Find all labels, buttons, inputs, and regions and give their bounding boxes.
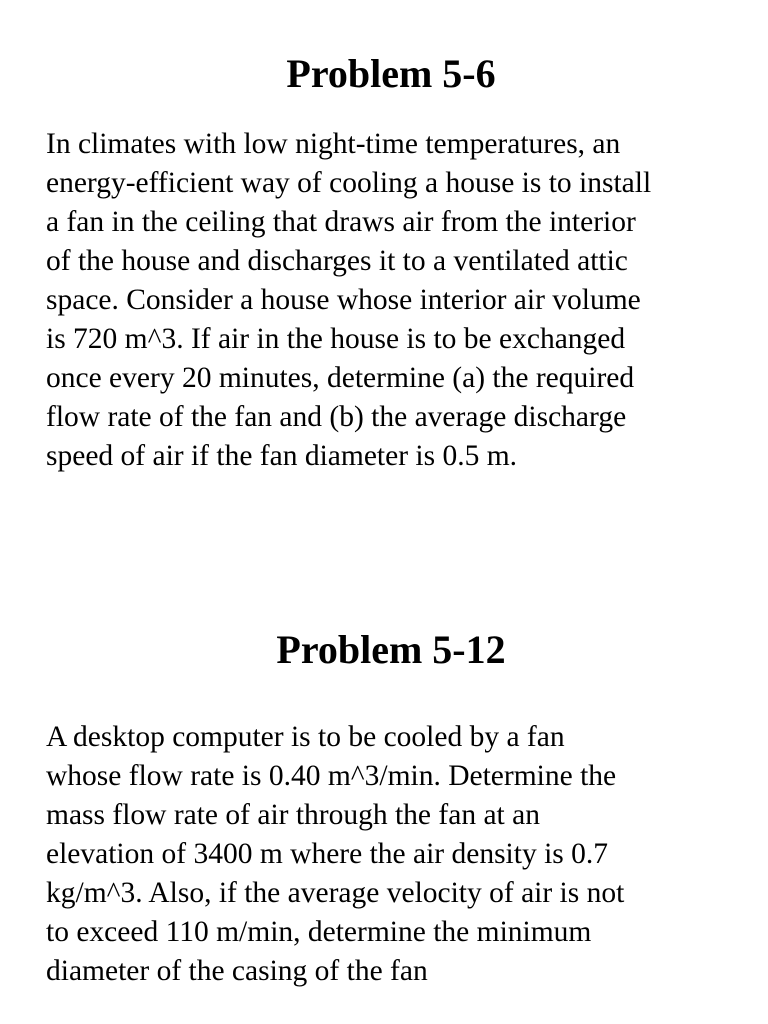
text-line: whose flow rate is 0.40 m^3/min. Determine the (46, 760, 617, 792)
text-line: diameter of the casing of the fan (46, 955, 428, 987)
text-line: a fan in the ceiling that draws air from the interior (46, 206, 636, 238)
problem-title: Problem 5-12 (276, 627, 506, 672)
text-line: energy-efficient way of cooling a house is to install (46, 167, 652, 199)
text-line: kg/m^3. Also, if the average velocity of air is not (46, 877, 625, 909)
text-line: In climates with low night-time temperatures, an (46, 128, 621, 160)
text-line: to exceed 110 m/min, determine the minimum (46, 916, 592, 948)
problem-statement (46, 125, 736, 476)
problem-statement (46, 718, 736, 991)
text-line: elevation of 3400 m where the air density is 0.7 (46, 838, 608, 870)
text-line: speed of air if the fan diameter is 0.5 m. (46, 440, 518, 472)
text-line: of the house and discharges it to a ventilated attic (46, 245, 628, 277)
problem-title: Problem 5-6 (286, 51, 496, 96)
text-line: flow rate of the fan and (b) the average discharge (46, 401, 627, 433)
problem-5-12 (46, 627, 736, 991)
text-line: space. Consider a house whose interior air volume (46, 284, 641, 316)
text-line: is 720 m^3. If air in the house is to be exchanged (46, 323, 626, 355)
problem-5-6 (46, 51, 736, 476)
text-line: once every 20 minutes, determine (a) the required (46, 362, 635, 394)
text-line: A desktop computer is to be cooled by a fan (46, 721, 565, 753)
text-line: mass flow rate of air through the fan at an (46, 799, 540, 831)
